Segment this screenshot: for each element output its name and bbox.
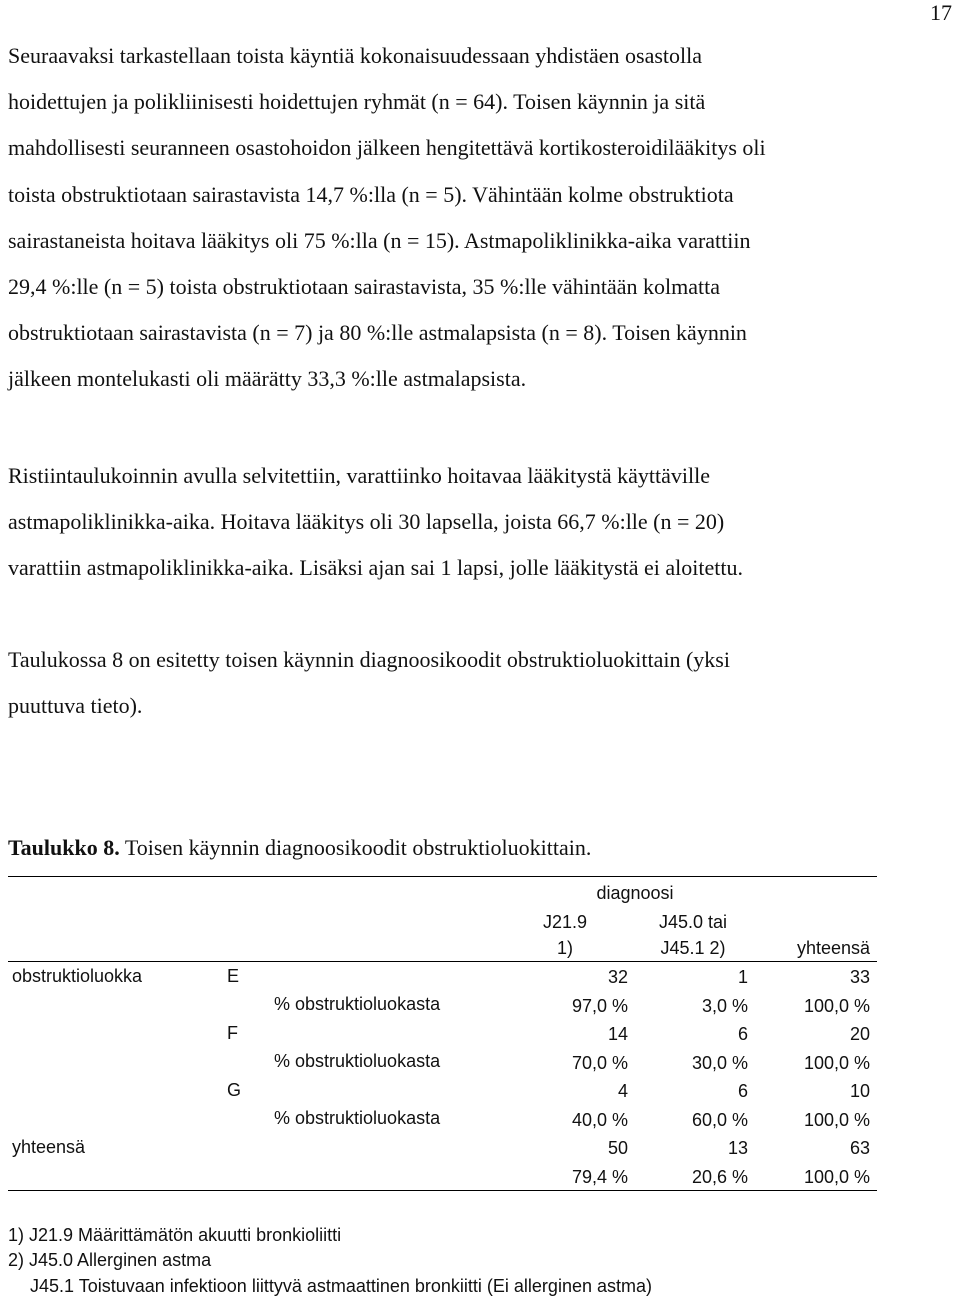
class-label-g: G <box>227 1080 242 1100</box>
text-line: obstruktiotaan sairastavista (n = 7) ja 80 %:lle astmalapsista (n = 8). Toisen käynnin <box>8 320 747 346</box>
pct-label-g: % obstruktioluokasta <box>274 1108 441 1128</box>
cell-g-pct-1: 40,0 % <box>571 1110 628 1130</box>
footnote-1: 1) J21.9 Määrittämätön akuutti bronkioliitti <box>8 1225 342 1245</box>
cell-g-pct-2: 60,0 % <box>691 1110 748 1130</box>
header-col2-line1: J45.0 tai <box>658 912 728 932</box>
cell-g-count-2: 6 <box>737 1081 748 1101</box>
pct-label-e: % obstruktioluokasta <box>274 994 441 1014</box>
total-label: yhteensä <box>12 1137 86 1157</box>
cell-e-count-3: 33 <box>849 967 870 987</box>
cell-f-count-3: 20 <box>849 1024 870 1044</box>
cell-f-count-1: 14 <box>607 1024 628 1044</box>
footnote-2: 2) J45.0 Allerginen astma <box>8 1250 212 1270</box>
caption-text: Toisen käynnin diagnoosikoodit obstruktioluokittain. <box>119 835 592 860</box>
header-col1-line2: 1) <box>556 938 573 958</box>
cell-e-count-2: 1 <box>737 967 748 987</box>
cell-f-pct-2: 30,0 % <box>691 1053 748 1073</box>
table-bottom-rule <box>8 1190 877 1191</box>
text-line: varattiin astmapoliklinikka-aika. Lisäksi ajan sai 1 lapsi, jolle lääkitystä ei aloitettu. <box>8 555 743 581</box>
cell-e-count-1: 32 <box>607 967 628 987</box>
paragraph-2 <box>8 453 938 592</box>
text-line: Taulukossa 8 on esitetty toisen käynnin diagnoosikoodit obstruktioluokittain (yksi <box>8 647 730 672</box>
row-group-label: obstruktioluokka <box>12 966 143 986</box>
cell-g-count-3: 10 <box>849 1081 870 1101</box>
header-diagnoosi: diagnoosi <box>596 883 674 903</box>
class-label-f: F <box>227 1023 238 1043</box>
cell-total-pct-2: 20,6 % <box>691 1167 748 1187</box>
table-top-rule <box>8 876 877 877</box>
text-line: jälkeen montelukasti oli määrätty 33,3 %:lle astmalapsista. <box>8 366 527 392</box>
footnote-3: J45.1 Toistuvaan infektioon liittyvä astmaattinen bronkiitti (Ei allerginen astma) <box>30 1276 652 1296</box>
cell-total-count-3: 63 <box>849 1138 870 1158</box>
cell-total-count-1: 50 <box>607 1138 628 1158</box>
table-caption <box>8 828 591 868</box>
text-line: hoidettujen ja polikliinisesti hoidettujen ryhmät (n = 64). Toisen käynnin ja sitä <box>8 89 706 115</box>
header-col2-line2: J45.1 2) <box>660 938 726 958</box>
cell-g-pct-3: 100,0 % <box>803 1110 870 1130</box>
pct-label-f: % obstruktioluokasta <box>274 1051 441 1071</box>
cell-g-count-1: 4 <box>617 1081 628 1101</box>
class-label-e: E <box>227 966 240 986</box>
text-line: toista obstruktiotaan sairastavista 14,7 %:lla (n = 5). Vähintään kolme obstruktiota <box>8 181 734 207</box>
cell-e-pct-3: 100,0 % <box>803 996 870 1016</box>
text-line: Ristiintaulukoinnin avulla selvitettiin, varattiinko hoitavaa lääkitystä käyttäville <box>8 463 711 488</box>
cell-total-pct-1: 79,4 % <box>571 1167 628 1187</box>
cell-f-pct-3: 100,0 % <box>803 1053 870 1073</box>
text-line: puuttuva tieto). <box>8 693 143 719</box>
cell-total-pct-3: 100,0 % <box>803 1167 870 1187</box>
caption-label: Taulukko 8. <box>8 835 120 860</box>
header-col3: yhteensä <box>796 938 870 958</box>
header-rule <box>8 961 877 962</box>
cell-f-pct-1: 70,0 % <box>571 1053 628 1073</box>
cell-e-pct-1: 97,0 % <box>571 996 628 1016</box>
paragraph-1 <box>8 33 938 403</box>
page-number: 17 <box>930 0 952 25</box>
cell-f-count-2: 6 <box>737 1024 748 1044</box>
paragraph-3 <box>8 637 938 729</box>
text-line: mahdollisesti seuranneen osastohoidon jälkeen hengitettävä kortikosteroidilääkitys oli <box>8 135 766 161</box>
cell-total-count-2: 13 <box>727 1138 748 1158</box>
header-col1-line1: J21.9 <box>542 912 588 932</box>
text-line: 29,4 %:lle (n = 5) toista obstruktiotaan sairastavista, 35 %:lle vähintään kolmatta <box>8 274 720 300</box>
text-line: Seuraavaksi tarkastellaan toista käyntiä kokonaisuudessaan yhdistäen osastolla <box>8 43 703 68</box>
cell-e-pct-2: 3,0 % <box>701 996 748 1016</box>
text-line: astmapoliklinikka-aika. Hoitava lääkitys oli 30 lapsella, joista 66,7 %:lle (n = 20) <box>8 509 725 535</box>
text-line: sairastaneista hoitava lääkitys oli 75 %:lla (n = 15). Astmapoliklinikka-aika varattiin <box>8 227 751 253</box>
